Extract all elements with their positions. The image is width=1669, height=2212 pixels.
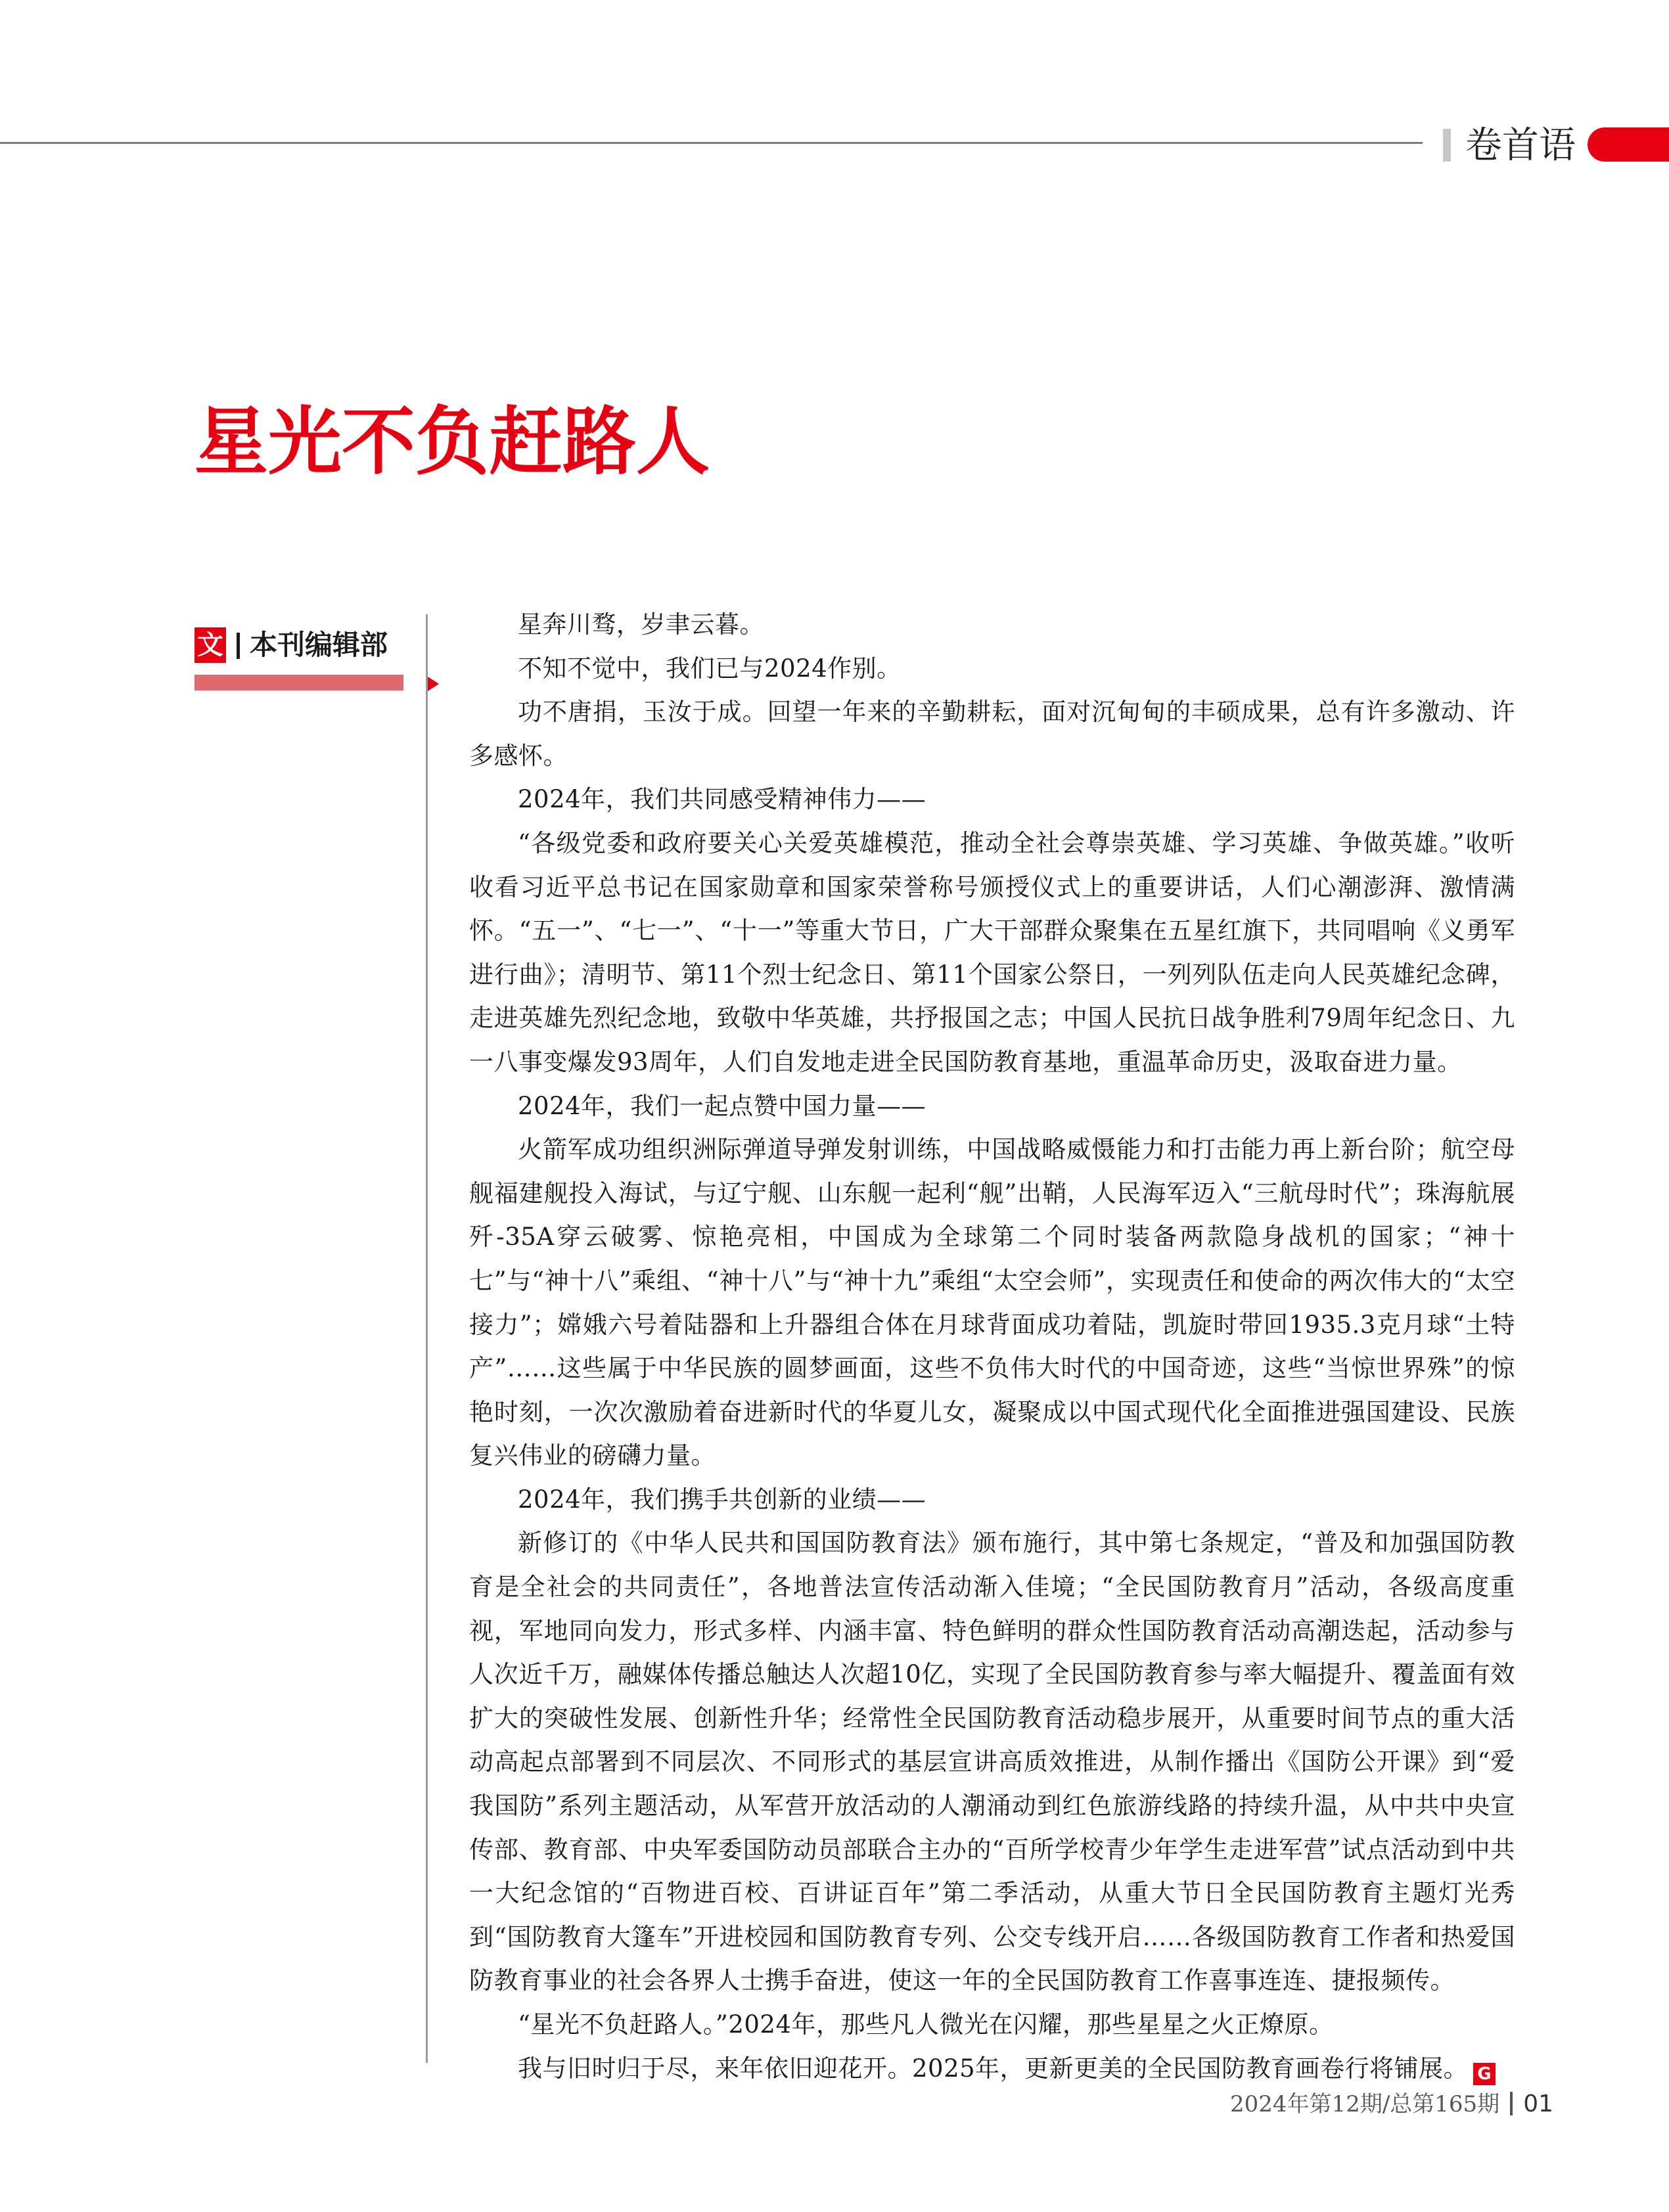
issue-info: 2024年第12期/总第165期 (1230, 2091, 1500, 2117)
section-bar (1443, 129, 1451, 162)
section-label: 卷首语 (1465, 124, 1576, 167)
byline (194, 627, 405, 693)
footer-separator (1510, 2092, 1513, 2115)
page-number: 01 (1523, 2090, 1553, 2117)
paragraph: 星奔川骛，岁聿云暮。 (518, 610, 764, 639)
paragraph: 不知不觉中，我们已与2024作别。 (518, 654, 902, 683)
section-tab (1588, 127, 1669, 162)
byline-author: 本刊编辑部 (250, 629, 388, 661)
header-rule (0, 142, 1423, 144)
paragraph: 2024年，我们一起点赞中国力量—— (518, 1091, 926, 1120)
article-body (469, 603, 1515, 2090)
paragraph: “星光不负赶路人。”2024年，那些凡人微光在闪耀，那些星星之火正燎原。 (518, 2010, 1334, 2039)
paragraph-last (469, 2047, 1515, 2091)
paragraph: 新修订的《中华人民共和国国防教育法》颁布施行，其中第七条规定，“普及和加强国防教育是全社会的共同责任”，各地普法宣传活动渐入佳境；“全民国防教育月”活动，各级高度重视，军地同向发力，形式多样、内涵丰富、特色鲜明的群众性国防教育活动高潮迭起，活动参与人次近千万，融媒体传播总触达人次超10亿，实现了全民国防教育参与率大幅提升、覆盖面有效扩大的突破性发展、创新性升华；经常性全民国防教育活动稳步展开，从重要时间节点的重大活动高起点部署到不同层次、不同形式的基层宣讲高质效推进，从制作播出《国防公开课》到“爱我国防”系列主题活动，从军营开放活动的人潮涌动到红色旅游线路的持续升温，从中共中央宣传部、教育部、中央军委国防动员部联合主办的“百所学校青少年学生走进军营”试点活动到中共一大纪念馆的“百物进百校、百讲证百年”第二季活动，从重大节日全民国防教育主题灯光秀到“国防教育大篷车”开进校园和国防教育专列、公交专线开启……各级国防教育工作者和热爱国防教育事业的社会各界人士携手奋进，使这一年的全民国防教育工作喜事连连、捷报频传。 (469, 1529, 1515, 1995)
end-mark-icon: G (1473, 2063, 1496, 2085)
footer (1230, 2088, 1553, 2121)
byline-mark: 文 (194, 627, 226, 663)
paragraph: 功不唐捐，玉汝于成。回望一年来的辛勤耕耘，面对沉甸甸的丰硕成果，总有许多激动、许多感怀。 (469, 698, 1515, 770)
paragraph: “各级党委和政府要关心关爱英雄模范，推动全社会尊崇英雄、学习英雄、争做英雄。”收听收看习近平总书记在国家勋章和国家荣誉称号颁授仪式上的重要讲话，人们心潮澎湃、激情满怀。“五一”、“七一”、“十一”等重大节日，广大干部群众聚集在五星红旗下，共同唱响《义勇军进行曲》；清明节、第11个烈士纪念日、第11个国家公祭日，一列列队伍走向人民英雄纪念碑，走进英雄先烈纪念地，致敬中华英雄，共抒报国之志；中国人民抗日战争胜利79周年纪念日、九一八事变爆发93周年，人们自发地走进全民国防教育基地，重温革命历史，汲取奋进力量。 (469, 828, 1515, 1076)
paragraph-text: 我与旧时归于尽，来年依旧迎花开。2025年，更新更美的全民国防教育画卷行将铺展。 (518, 2054, 1469, 2083)
column-rule (426, 614, 428, 2063)
article-title: 星光不负赶路人 (194, 399, 710, 485)
arrow-icon (426, 675, 439, 692)
byline-underline (194, 675, 403, 690)
paragraph: 2024年，我们共同感受精神伟力—— (518, 785, 926, 814)
paragraph: 火箭军成功组织洲际弹道导弹发射训练，中国战略威慑能力和打击能力再上新台阶；航空母舰福建舰投入海试，与辽宁舰、山东舰一起利“舰”出鞘，人民海军迈入“三航母时代”；珠海航展歼-35A穿云破雾、惊艳亮相，中国成为全球第二个同时装备两款隐身战机的国家；“神十七”与“神十八”乘组、“神十八”与“神十九”乘组“太空会师”，实现责任和使命的两次伟大的“太空接力”；嫦娥六号着陆器和上升器组合体在月球背面成功着陆，凯旋时带回1935.3克月球“土特产”……这些属于中华民族的圆梦画面，这些不负伟大时代的中国奇迹，这些“当惊世界殊”的惊艳时刻，一次次激励着奋进新时代的华夏儿女，凝聚成以中国式现代化全面推进强国建设、民族复兴伟业的磅礴力量。 (469, 1135, 1515, 1470)
paragraph: 2024年，我们携手共创新的业绩—— (518, 1485, 926, 1514)
byline-divider (237, 633, 240, 659)
